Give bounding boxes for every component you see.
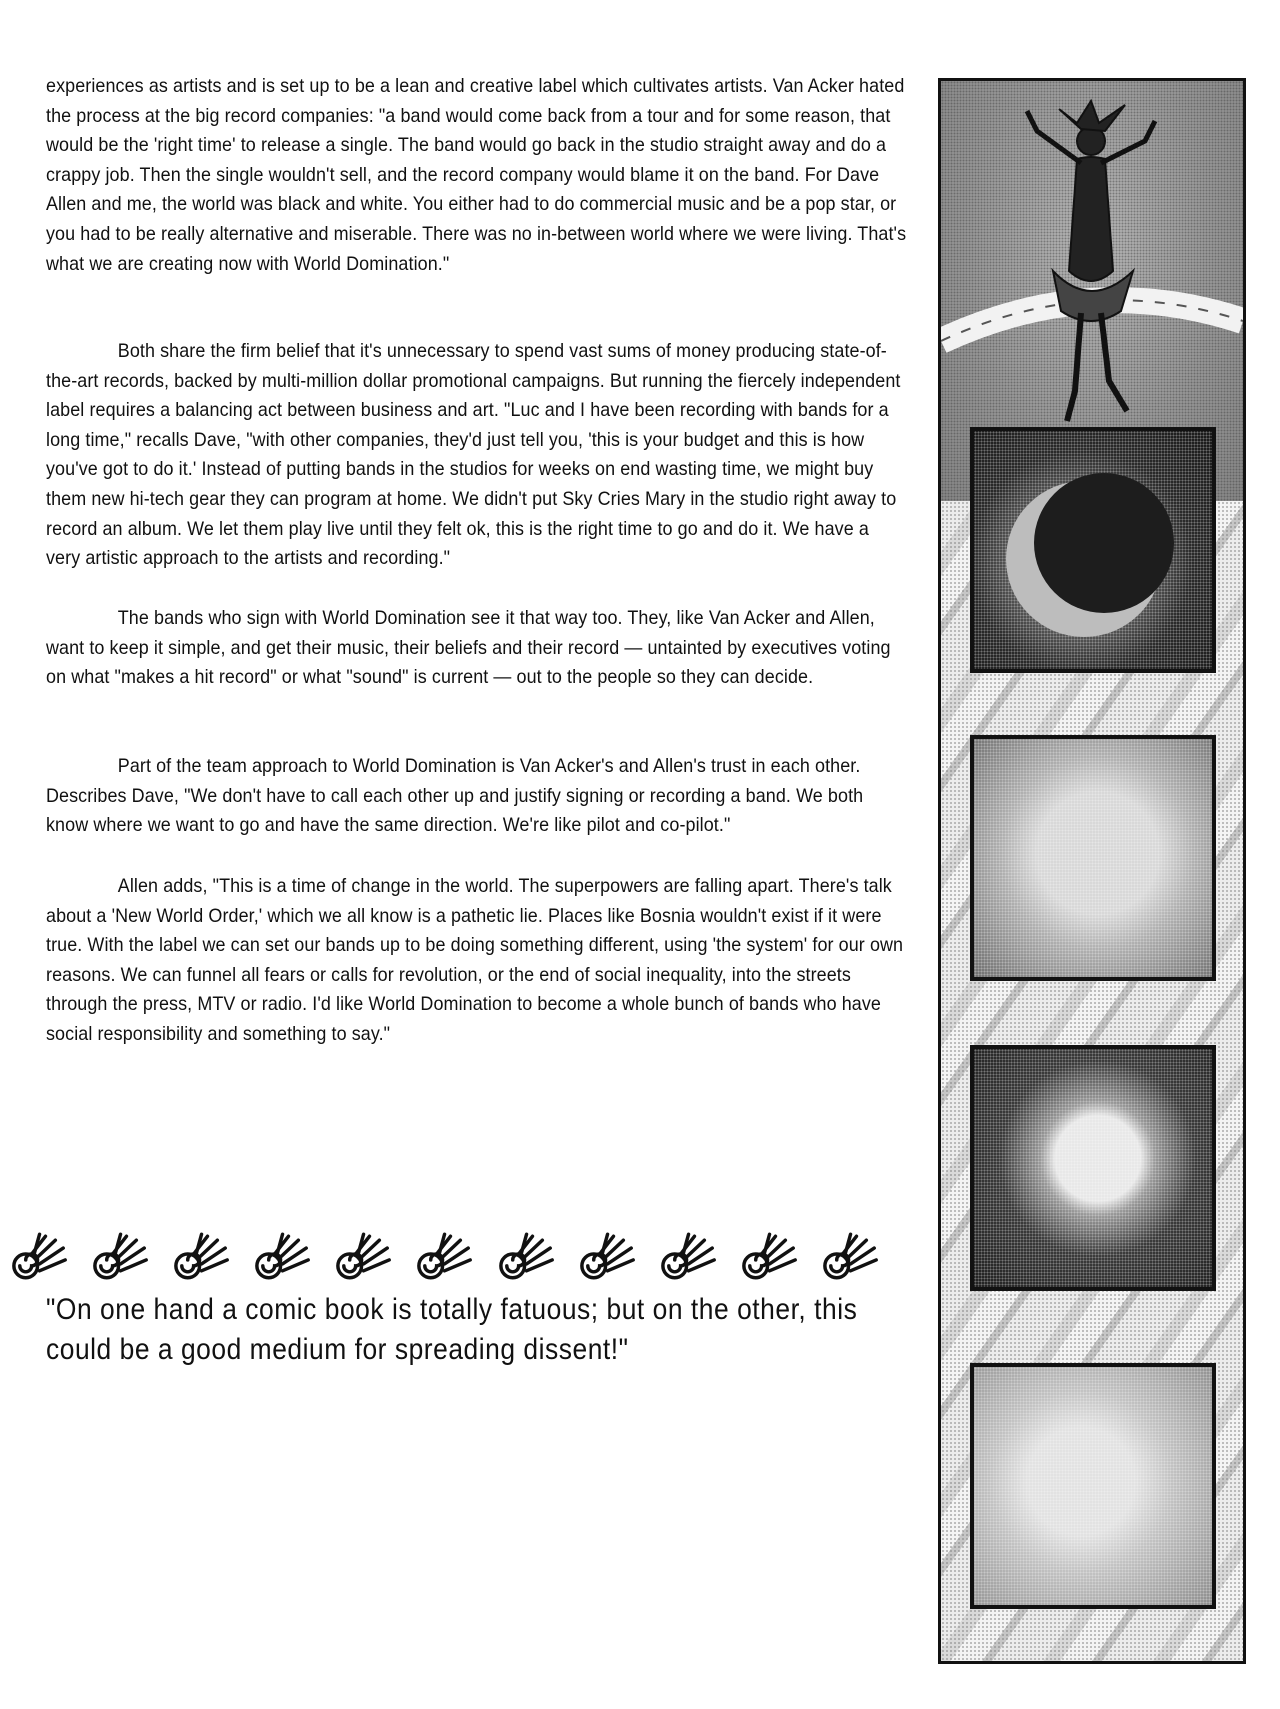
spiral-hand-icon <box>247 1226 316 1286</box>
article-paragraph-3: The bands who sign with World Domination see it that way too. They, like Van Acker and Allen, want to keep it simple, and get their music, their beliefs and their record — untainted by executives voting on what "makes a hit record" or what "sound" is current — out to the people so they can decide. <box>46 607 891 689</box>
spiral-hand-icon <box>166 1226 235 1286</box>
spiral-hand-divider <box>4 1224 884 1288</box>
spiral-hand-icon <box>4 1226 73 1286</box>
article-paragraph-2: Both share the firm belief that it's unnecessary to spend vast sums of money producing state-of-the-art records, backed by multi-million dollar promotional campaigns. But running the fiercely independent label requires a balancing act between business and art. "Luc and I have been recording with bands for a long time," recalls Dave, "with other companies, they'd just tell you, 'this is your budget and this is how you've got to do it.' Instead of putting bands in the studios for weeks on end wasting time, we might buy them new hi-tech gear they can program at home. We didn't put Sky Cries Mary in the studio right away to record an album. We let them play live until they felt ok, this is the right time to go and do it. We have a very artistic approach to the artists and recording." <box>46 340 901 570</box>
film-strip-illustration <box>938 78 1246 1664</box>
article-paragraph-4: Part of the team approach to World Domination is Van Acker's and Allen's trust in each other. Describes Dave, "We don't have to call each other up and justify signing or recording a band. We both know where we want to go and have the same direction. We're like pilot and co-pilot." <box>46 755 864 837</box>
moon-photo-frame-1 <box>970 427 1216 673</box>
spiral-hand-icon <box>653 1226 722 1286</box>
spiral-hand-icon <box>409 1226 478 1286</box>
moon-photo-frame-4 <box>970 1363 1216 1609</box>
article-paragraph-1: experiences as artists and is set up to be a lean and creative label which cultivates artists. Van Acker hated the process at the big record companies: "a band would come back from a tour and for some reason, that would be the 'right time' to release a single. The band would go back in the studio straight away and do a crappy job. Then the single wouldn't sell, and the record company would blame it on the band. For Dave Allen and me, the world was black and white. You either had to do commercial music and be a pop star, or you had to be really alternative and miserable. There was no in-between world where we were living. That's what we are creating now with World Domination." <box>46 75 907 275</box>
spiral-hand-icon <box>572 1226 641 1286</box>
spiral-hand-icon <box>815 1226 884 1286</box>
pull-quote: "On one hand a comic book is totally fatuous; but on the other, this could be a good medium for spreading dissent!" <box>46 1293 858 1366</box>
spiral-hand-icon <box>734 1226 803 1286</box>
moon-photo-frame-3 <box>970 1045 1216 1291</box>
spiral-hand-icon <box>328 1226 397 1286</box>
moon-photo-frame-2 <box>970 735 1216 981</box>
spiral-hand-icon <box>491 1226 560 1286</box>
article-paragraph-5: Allen adds, "This is a time of change in the world. The superpowers are falling apart. There's talk about a 'New World Order,' which we all know is a pathetic lie. Places like Bosnia wouldn't exist if it were true. With the label we can set our bands up to be doing something different, using 'the system' for our own reasons. We can funnel all fears or calls for revolution, or the end of social inequality, into the streets through the press, MTV or radio. I'd like World Domination to become a whole bunch of bands who have social responsibility and something to say." <box>46 875 904 1045</box>
crescent-moon-icon <box>974 431 1212 669</box>
spiral-hand-icon <box>85 1226 154 1286</box>
